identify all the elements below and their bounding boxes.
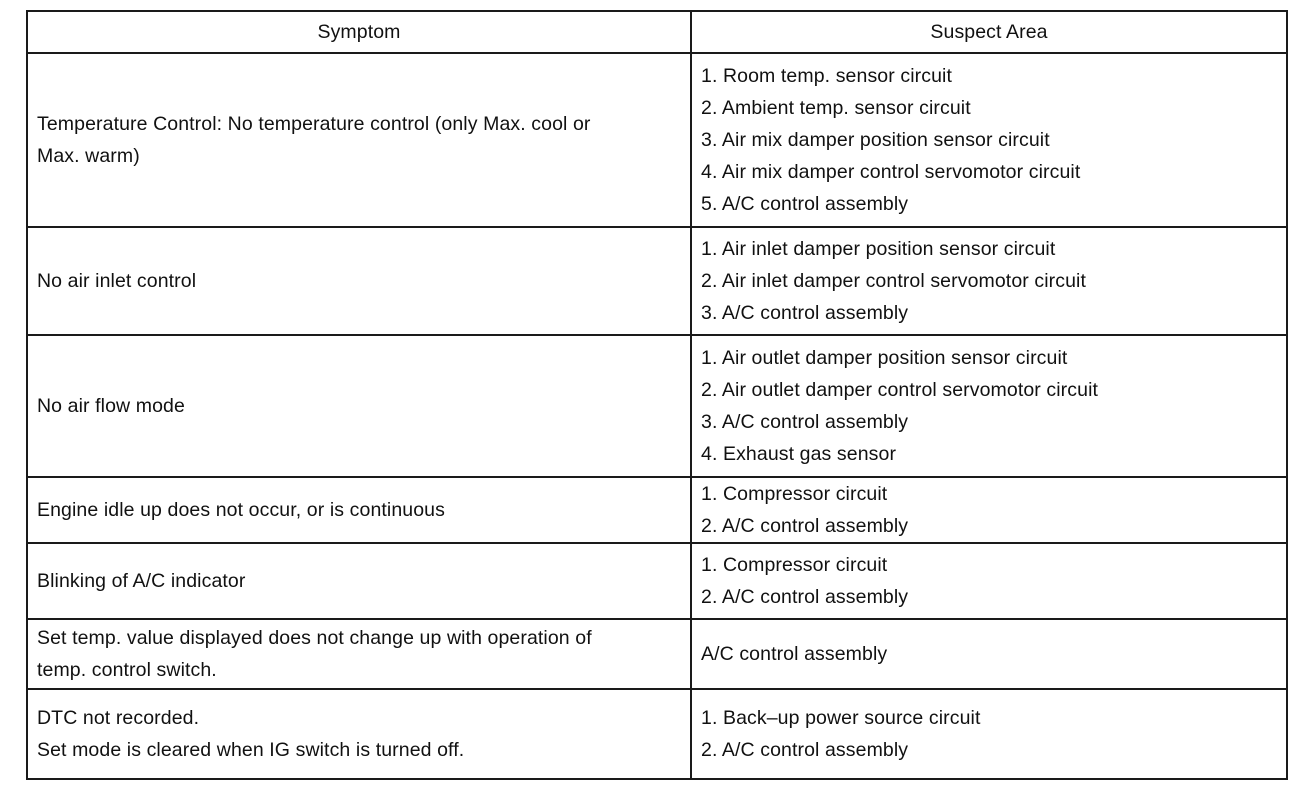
symptom-line: Temperature Control: No temperature control (only Max. cool or bbox=[37, 113, 591, 135]
symptom-cell-air-flow-mode bbox=[28, 336, 692, 478]
header-symptom: Symptom bbox=[28, 12, 692, 54]
symptom-cell-blinking-indicator bbox=[28, 544, 692, 620]
suspect-item: 2. A/C control assembly bbox=[701, 739, 909, 761]
suspect-cell-set-temp bbox=[692, 620, 1286, 690]
suspect-cell-air-inlet bbox=[692, 228, 1286, 336]
symptom-line: DTC not recorded. bbox=[37, 707, 200, 729]
suspect-cell-air-flow-mode bbox=[692, 336, 1286, 478]
suspect-item: 5. A/C control assembly bbox=[701, 193, 909, 215]
suspect-cell-blinking-indicator bbox=[692, 544, 1286, 620]
suspect-item: 1. Back–up power source circuit bbox=[701, 707, 981, 729]
suspect-item: 1. Compressor circuit bbox=[701, 554, 888, 576]
symptom-cell-set-temp bbox=[28, 620, 692, 690]
symptom-line: No air flow mode bbox=[37, 395, 185, 417]
symptom-cell-engine-idle bbox=[28, 478, 692, 544]
symptom-line: Set mode is cleared when IG switch is turned off. bbox=[37, 739, 465, 761]
suspect-item: 4. Air mix damper control servomotor circuit bbox=[701, 161, 1081, 183]
symptom-line: Blinking of A/C indicator bbox=[37, 570, 246, 592]
suspect-item: 2. Air outlet damper control servomotor circuit bbox=[701, 379, 1099, 401]
symptom-line: Engine idle up does not occur, or is continuous bbox=[37, 499, 445, 521]
header-suspect-area: Suspect Area bbox=[692, 12, 1286, 54]
troubleshooting-table bbox=[26, 10, 1288, 780]
symptom-cell-air-inlet bbox=[28, 228, 692, 336]
suspect-item: 4. Exhaust gas sensor bbox=[701, 443, 897, 465]
symptom-line: Set temp. value displayed does not change up with operation of bbox=[37, 627, 592, 649]
suspect-cell-engine-idle bbox=[692, 478, 1286, 544]
suspect-cell-dtc-not-recorded bbox=[692, 690, 1286, 778]
suspect-item: 2. Ambient temp. sensor circuit bbox=[701, 97, 971, 119]
suspect-item: 1. Air outlet damper position sensor circuit bbox=[701, 347, 1068, 369]
symptom-line: Max. warm) bbox=[37, 145, 140, 167]
suspect-item: 3. Air mix damper position sensor circuit bbox=[701, 129, 1050, 151]
symptom-cell-temperature-control bbox=[28, 54, 692, 228]
suspect-item: A/C control assembly bbox=[701, 643, 888, 665]
symptom-line: No air inlet control bbox=[37, 270, 197, 292]
symptom-cell-dtc-not-recorded bbox=[28, 690, 692, 778]
suspect-item: 3. A/C control assembly bbox=[701, 302, 909, 324]
suspect-item: 1. Air inlet damper position sensor circuit bbox=[701, 238, 1056, 260]
suspect-item: 1. Room temp. sensor circuit bbox=[701, 65, 952, 87]
suspect-item: 3. A/C control assembly bbox=[701, 411, 909, 433]
suspect-item: 2. A/C control assembly bbox=[701, 515, 909, 537]
suspect-item: 2. Air inlet damper control servomotor circuit bbox=[701, 270, 1086, 292]
symptom-line: temp. control switch. bbox=[37, 659, 217, 681]
suspect-cell-temperature-control bbox=[692, 54, 1286, 228]
suspect-item: 2. A/C control assembly bbox=[701, 586, 909, 608]
suspect-item: 1. Compressor circuit bbox=[701, 483, 888, 505]
